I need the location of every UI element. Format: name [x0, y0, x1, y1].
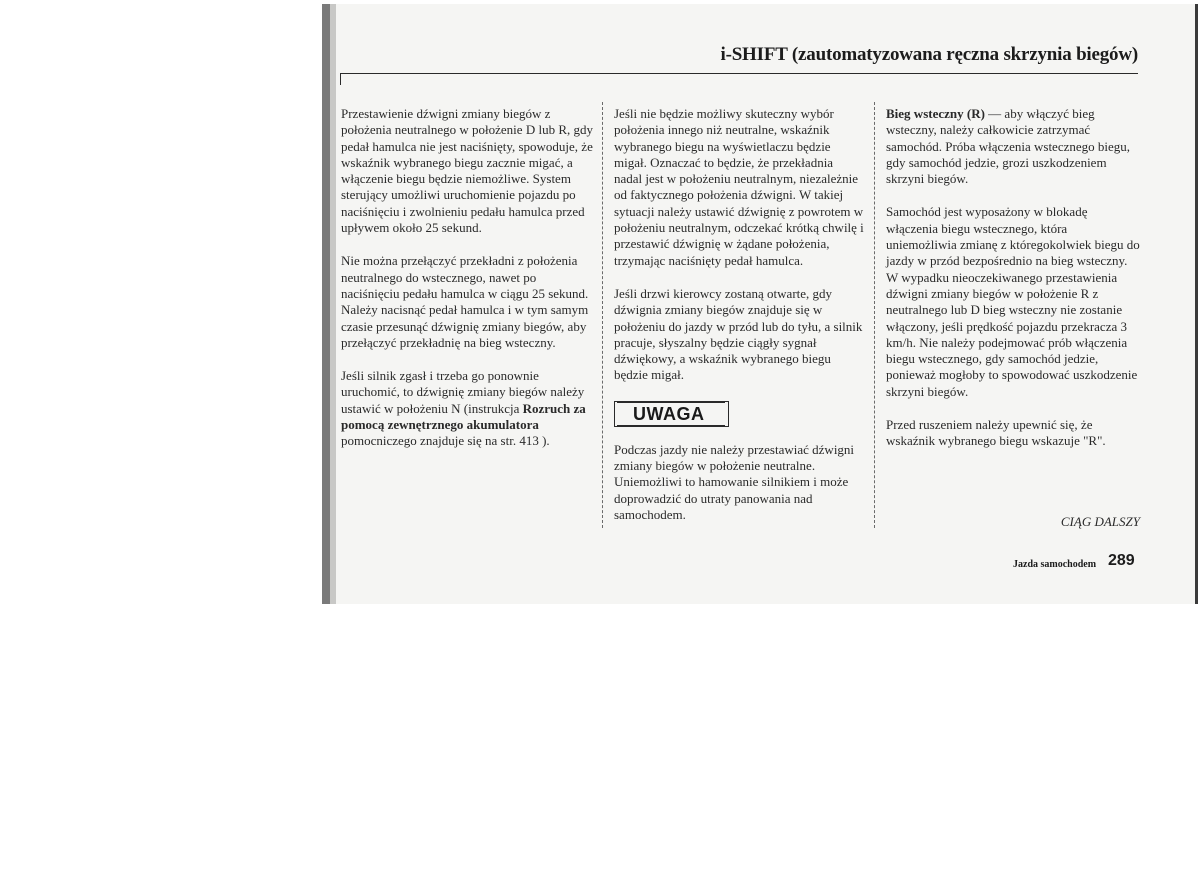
column-divider [602, 102, 603, 528]
paragraph: Jeśli drzwi kierowcy zostaną otwarte, gdy dźwignia zmiany biegów znajduje się w położeniu do jazdy w przód lub do tyłu, a silnik pracuje, słyszalny będzie ciągły sygnał dźwiękowy, a wskaźnik wybranego biegu będzie migał. [614, 285, 863, 383]
paragraph-heading: Bieg wsteczny (R) [886, 106, 985, 121]
header-rule-tick [340, 73, 341, 85]
column-divider [874, 102, 875, 528]
header-rule [340, 73, 1138, 74]
warning-label [614, 401, 729, 427]
page-binding-gradient [330, 4, 336, 604]
text-column-3 [886, 106, 1141, 467]
page-binding-shadow [322, 4, 330, 604]
warning-paragraph: Podczas jazdy nie należy przestawiać dźwigni zmiany biegów w położenie neutralne. Uniemożliwi to hamowanie silnikiem i może doprowadzić do utraty panowania nad samochodem. [614, 441, 855, 522]
cross-reference: Rozruch za pomocą zewnętrznego akumulatora [341, 400, 586, 433]
paragraph [886, 106, 1141, 187]
text-column-2 [614, 106, 864, 540]
paragraph: Nie można przełączyć przekładni z położenia neutralnego do wstecznego, nawet po naciśnięciu pedału hamulca w ciągu 25 sekund. Należy nacisnąć pedał hamulca i w tym samym czasie przesunąć dźwignię zmiany biegów, aby przełączyć przekładnię na bieg wsteczny. [341, 253, 589, 350]
paragraph-text: pomocniczego znajduje się na str. 413 ). [341, 433, 550, 449]
paragraph [341, 368, 593, 449]
warning-label-text: UWAGA [617, 402, 725, 426]
paragraph: Samochód jest wyposażony w blokadę włączenia biegu wstecznego, która uniemożliwia zmianę z któregokolwiek biegu do jazdy w przód bezpośrednio na bieg wsteczny. W wypadku nieoczekiwanego przestawienia dźwigni zmiany biegów w położenie R z neutralnego lub D bieg wsteczny nie zostanie włączony, jeśli prędkość pojazdu przekracza 3 km/h. Nie należy podejmować prób włączenia biegu wstecznego, gdy samochód jedzie, ponieważ mogłoby to spowodować uszkodzenie skrzyni biegów. [886, 204, 1140, 399]
paragraph: Przed ruszeniem należy upewnić się, że wskaźnik wybranego biegu wskazuje "R". [886, 417, 1106, 449]
page-number: 289 [1108, 552, 1135, 569]
paragraph: Przestawienie dźwigni zmiany biegów z położenia neutralnego w położenie D lub R, gdy pedał hamulca nie jest naciśnięty, spowoduje, że wskaźnik wybranego biegu zacznie migać, a włączenie biegu będzie niemożliwe. System sterujący umożliwi uruchomienie pojazdu po naciśnięciu i zwolnieniu pedału hamulca przed upływem około 25 sekund. [341, 106, 593, 236]
paragraph-text: Jeśli silnik zgasł i trzeba go ponownie uruchomić, to dźwignię zmiany biegów należy ustawić w położeniu N (instrukcja [341, 368, 585, 416]
paragraph: Jeśli nie będzie możliwy skuteczny wybór położenia innego niż neutralne, wskaźnik wybranego biegu na wyświetlaczu będzie migał. Oznaczać to będzie, że przekładnia nadal jest w położeniu neutralnym, niezależnie od faktycznego położenia dźwigni. W takiej sytuacji należy ustawić dźwignię z powrotem w położeniu neutralnym, odczekać krótką chwilę i przestawić dźwignię w żądane położenia, trzymając naciśnięty pedał hamulca. [614, 106, 864, 268]
footer-section-name: Jazda samochodem [1013, 559, 1097, 570]
page-right-edge [1195, 4, 1198, 604]
text-column-1 [341, 106, 593, 467]
paragraph-text: — aby włączyć bieg wsteczny, należy całkowicie zatrzymać samochód. Próba włączenia wstecznego biegu, gdy samochód jedzie, grozi uszkodzeniem skrzyni biegów. [886, 106, 1131, 187]
page-title: i-SHIFT (zautomatyzowana ręczna skrzynia biegów) [720, 44, 1138, 65]
continued-label: CIĄG DALSZY [1060, 514, 1140, 529]
